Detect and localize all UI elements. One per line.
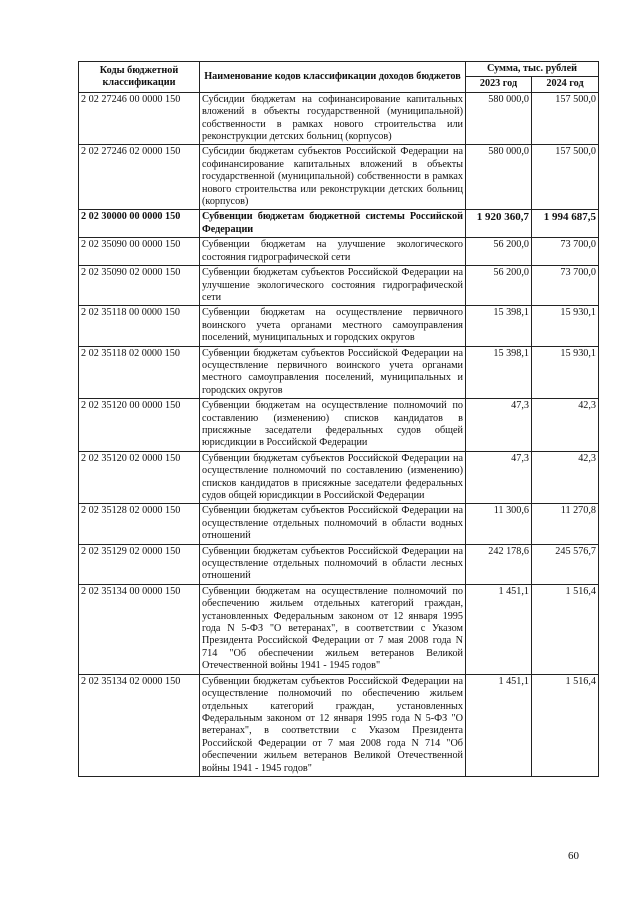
row-value-2023: 242 178,6	[466, 544, 532, 584]
row-value-2023: 1 451,1	[466, 584, 532, 674]
row-value-2023: 56 200,0	[466, 238, 532, 266]
row-value-2024: 157 500,0	[532, 92, 599, 145]
row-code: 2 02 35134 02 0000 150	[79, 674, 200, 776]
row-value-2024: 11 270,8	[532, 504, 599, 544]
table-row	[79, 306, 599, 346]
row-value-2024: 245 576,7	[532, 544, 599, 584]
table-row	[79, 92, 599, 145]
row-value-2023: 580 000,0	[466, 145, 532, 210]
row-value-2024: 73 700,0	[532, 266, 599, 306]
row-code: 2 02 35120 02 0000 150	[79, 451, 200, 504]
row-name: Субвенции бюджетам на осуществление полномочий по обеспечению жильем отдельных категорий граждан, установленных Федеральным законом от 12 января 1995 года N 5-ФЗ "О ветеранах", в соответствии с Указом Президента Российской Федерации от 7 мая 2008 года N 714 "Об обеспечении жильем ветеранов Великой Отечественной войны 1941 - 1945 годов"	[200, 584, 466, 674]
table-row	[79, 346, 599, 399]
row-value-2024: 42,3	[532, 451, 599, 504]
row-value-2023: 47,3	[466, 399, 532, 452]
row-value-2023: 47,3	[466, 451, 532, 504]
header-year-2023: 2023 год	[466, 77, 532, 92]
table-row	[79, 504, 599, 544]
row-code: 2 02 27246 00 0000 150	[79, 92, 200, 145]
row-code: 2 02 35090 00 0000 150	[79, 238, 200, 266]
row-value-2023: 1 451,1	[466, 674, 532, 776]
row-value-2023: 580 000,0	[466, 92, 532, 145]
row-value-2024: 15 930,1	[532, 346, 599, 399]
page-number: 60	[568, 850, 579, 862]
row-value-2023: 15 398,1	[466, 306, 532, 346]
row-value-2023: 11 300,6	[466, 504, 532, 544]
table-row	[79, 674, 599, 776]
row-name: Субвенции бюджетам на улучшение экологического состояния гидрографической сети	[200, 238, 466, 266]
row-name: Субвенции бюджетам на осуществление первичного воинского учета органами местного самоуправления поселений, муниципальных и городских округов	[200, 306, 466, 346]
row-name: Субвенции бюджетам бюджетной системы Российской Федерации	[200, 210, 466, 238]
row-code: 2 02 35118 02 0000 150	[79, 346, 200, 399]
table-row	[79, 544, 599, 584]
budget-revenue-table	[78, 61, 599, 777]
row-code: 2 02 35120 00 0000 150	[79, 399, 200, 452]
table-row	[79, 266, 599, 306]
row-value-2023: 15 398,1	[466, 346, 532, 399]
row-value-2024: 73 700,0	[532, 238, 599, 266]
header-name: Наименование кодов классификации доходов бюджетов	[200, 62, 466, 93]
row-value-2024: 1 994 687,5	[532, 210, 599, 238]
row-value-2023: 1 920 360,7	[466, 210, 532, 238]
header-codes: Коды бюджетной классификации	[79, 62, 200, 93]
row-code: 2 02 35129 02 0000 150	[79, 544, 200, 584]
row-code: 2 02 35118 00 0000 150	[79, 306, 200, 346]
row-name: Субвенции бюджетам на осуществление полномочий по составлению (изменению) списков кандидатов в присяжные заседатели федеральных судов общей юрисдикции в Российской Федерации	[200, 399, 466, 452]
table-row	[79, 145, 599, 210]
header-year-2024: 2024 год	[532, 77, 599, 92]
table-row-total	[79, 210, 599, 238]
table-row	[79, 584, 599, 674]
row-name: Субсидии бюджетам субъектов Российской Федерации на софинансирование капитальных вложений в объекты государственной (муниципальной) собственности в рамках нового строительства или реконструкции детских больниц (корпусов)	[200, 145, 466, 210]
row-name: Субсидии бюджетам на софинансирование капитальных вложений в объекты государственной (муниципальной) собственности в рамках нового строительства или реконструкции детских больниц (корпусов)	[200, 92, 466, 145]
row-value-2024: 157 500,0	[532, 145, 599, 210]
row-name: Субвенции бюджетам субъектов Российской Федерации на осуществление полномочий по обеспечению жильем отдельных категорий граждан, установленных Федеральным законом от 12 января 1995 года N 5-ФЗ "О ветеранах", в соответствии с Указом Президента Российской Федерации от 7 мая 2008 года N 714 "Об обеспечении жильем ветеранов Великой Отечественной войны 1941 - 1945 годов"	[200, 674, 466, 776]
row-value-2024: 1 516,4	[532, 584, 599, 674]
row-code: 2 02 27246 02 0000 150	[79, 145, 200, 210]
row-name: Субвенции бюджетам субъектов Российской Федерации на осуществление отдельных полномочий в области лесных отношений	[200, 544, 466, 584]
table-row	[79, 399, 599, 452]
header-sum: Сумма, тыс. рублей	[466, 62, 599, 77]
header-row	[79, 62, 599, 77]
table-row	[79, 451, 599, 504]
row-name: Субвенции бюджетам субъектов Российской Федерации на улучшение экологического состояния гидрографической сети	[200, 266, 466, 306]
row-name: Субвенции бюджетам субъектов Российской Федерации на осуществление первичного воинского учета органами местного самоуправления поселений, муниципальных и городских округов	[200, 346, 466, 399]
row-code: 2 02 35090 02 0000 150	[79, 266, 200, 306]
row-code: 2 02 35128 02 0000 150	[79, 504, 200, 544]
row-value-2023: 56 200,0	[466, 266, 532, 306]
row-name: Субвенции бюджетам субъектов Российской Федерации на осуществление полномочий по составлению (изменению) списков кандидатов в присяжные заседатели федеральных судов общей юрисдикции в Российской Федерации	[200, 451, 466, 504]
row-value-2024: 42,3	[532, 399, 599, 452]
row-code: 2 02 35134 00 0000 150	[79, 584, 200, 674]
row-value-2024: 1 516,4	[532, 674, 599, 776]
row-value-2024: 15 930,1	[532, 306, 599, 346]
table-row	[79, 238, 599, 266]
row-name: Субвенции бюджетам субъектов Российской Федерации на осуществление отдельных полномочий в области водных отношений	[200, 504, 466, 544]
row-code: 2 02 30000 00 0000 150	[79, 210, 200, 238]
